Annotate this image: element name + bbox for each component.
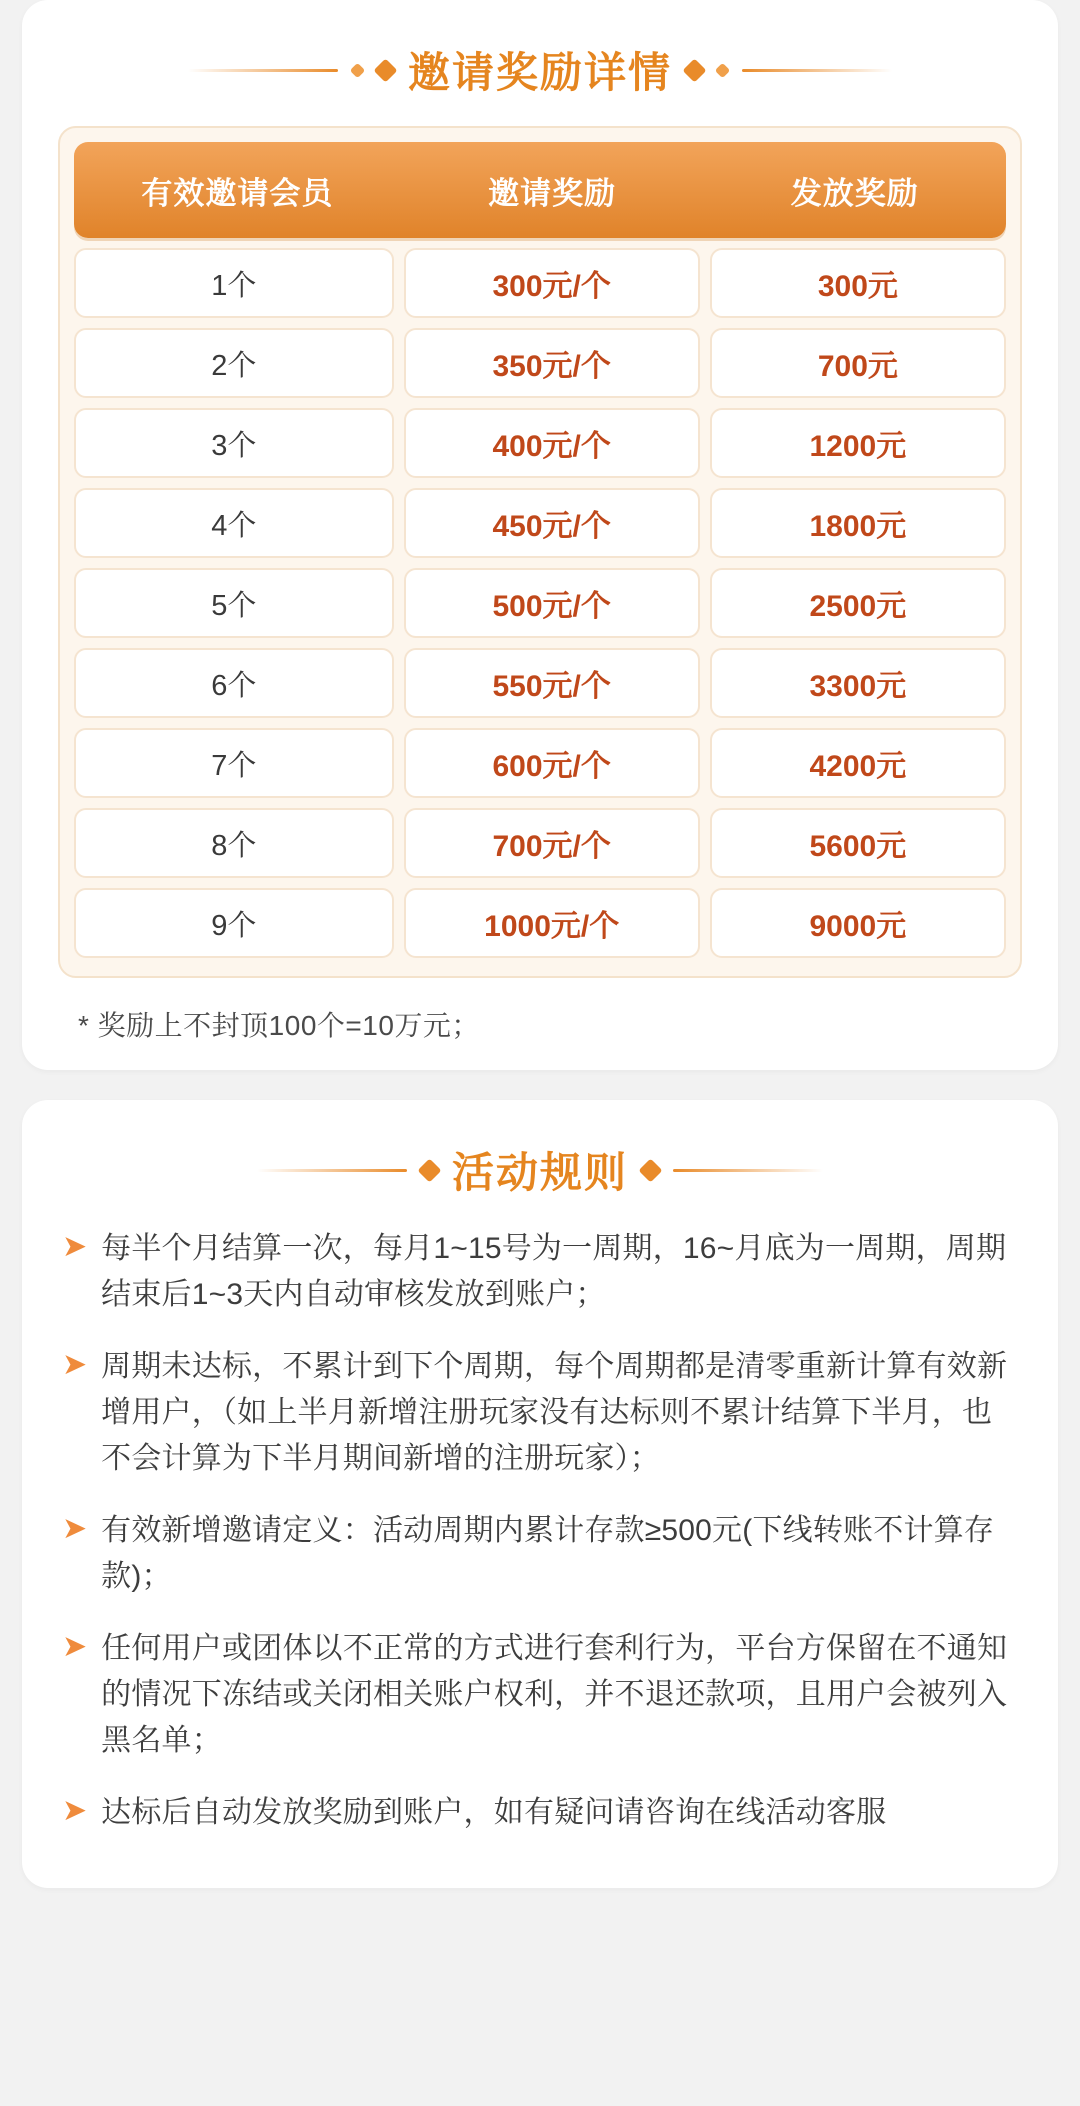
table-cell-reward-total: 4200元 [710, 728, 1006, 798]
arrow-bullet-icon: ➤ [62, 1630, 88, 1663]
table-cell-reward-each: 600元/个 [404, 728, 700, 798]
activity-rules-card [22, 1100, 1058, 1888]
table-cell-reward-total: 700元 [710, 328, 1006, 398]
title-rule-left [257, 1168, 407, 1172]
rule-text: 达标后自动发放奖励到账户，如有疑问请咨询在线活动客服 [101, 1796, 887, 1829]
list-item [62, 1790, 1018, 1836]
table-cell-reward-each: 1000元/个 [404, 888, 700, 958]
table-row [74, 648, 1006, 718]
table-cell-reward-total: 2500元 [710, 568, 1006, 638]
table-cell-members: 7个 [74, 728, 394, 798]
table-cell-members: 8个 [74, 808, 394, 878]
table-cell-reward-each: 550元/个 [404, 648, 700, 718]
table-cell-reward-each: 350元/个 [404, 328, 700, 398]
rules-title: 活动规则 [451, 1149, 628, 1196]
table-header-cell: 有效邀请会员 [141, 175, 334, 211]
table-cell-reward-each: 400元/个 [404, 408, 700, 478]
table-cell-members: 4个 [74, 488, 394, 558]
table-cell-reward-each: 300元/个 [404, 248, 700, 318]
table-cell-reward-total: 9000元 [710, 888, 1006, 958]
title-rule-right [673, 1168, 823, 1172]
rules-section-title [22, 1100, 1058, 1226]
diamond-icon-outer-left [350, 62, 366, 78]
arrow-bullet-icon: ➤ [62, 1794, 88, 1827]
table-cell-members: 1个 [74, 248, 394, 318]
table-cell-members: 5个 [74, 568, 394, 638]
arrow-bullet-icon: ➤ [62, 1512, 88, 1545]
list-item [62, 1626, 1018, 1764]
title-rule-right [742, 68, 892, 72]
table-cell-reward-total: 3300元 [710, 648, 1006, 718]
table-row [74, 808, 1006, 878]
diamond-icon-right [638, 1158, 662, 1182]
table-row [74, 408, 1006, 478]
reward-table [58, 126, 1022, 978]
list-item [62, 1226, 1018, 1318]
rule-text: 有效新增邀请定义：活动周期内累计存款≥500元(下线转账不计算存款)； [101, 1514, 995, 1593]
reward-table-note: * 奖励上不封顶100个=10万元； [78, 1010, 480, 1041]
table-cell-reward-total: 300元 [710, 248, 1006, 318]
reward-detail-card [22, 0, 1058, 1070]
diamond-icon-right [682, 58, 706, 82]
table-row [74, 248, 1006, 318]
rules-list [22, 1226, 1058, 1836]
table-cell-reward-total: 1200元 [710, 408, 1006, 478]
table-cell-members: 3个 [74, 408, 394, 478]
table-cell-reward-total: 1800元 [710, 488, 1006, 558]
table-cell-members: 2个 [74, 328, 394, 398]
rule-text: 周期未达标，不累计到下个周期，每个周期都是清零重新计算有效新增用户，（如上半月新增注册玩家没有达标则不累计结算下半月，也不会计算为下半月期间新增的注册玩家）； [101, 1350, 1008, 1475]
list-item [62, 1344, 1018, 1482]
reward-section-title [22, 0, 1058, 126]
diamond-icon-left [373, 58, 397, 82]
rule-text: 每半个月结算一次，每月1~15号为一周期，16~月底为一周期，周期结束后1~3天内自动审核发放到账户； [101, 1232, 1007, 1311]
rule-text: 任何用户或团体以不正常的方式进行套利行为，平台方保留在不通知的情况下冻结或关闭相关账户权利，并不退还款项，且用户会被列入黑名单； [101, 1632, 1008, 1757]
list-item [62, 1508, 1018, 1600]
table-cell-reward-each: 500元/个 [404, 568, 700, 638]
table-header-cell: 邀请奖励 [488, 175, 617, 211]
table-row [74, 888, 1006, 958]
table-cell-reward-total: 5600元 [710, 808, 1006, 878]
table-row [74, 568, 1006, 638]
table-header-row [74, 142, 1006, 238]
table-header-cell: 发放奖励 [790, 175, 919, 211]
diamond-icon-left [417, 1158, 441, 1182]
table-cell-members: 9个 [74, 888, 394, 958]
arrow-bullet-icon: ➤ [62, 1348, 88, 1381]
table-cell-members: 6个 [74, 648, 394, 718]
diamond-icon-outer-right [715, 62, 731, 78]
title-rule-left [188, 68, 338, 72]
table-cell-reward-each: 700元/个 [404, 808, 700, 878]
table-cell-reward-each: 450元/个 [404, 488, 700, 558]
table-row [74, 488, 1006, 558]
arrow-bullet-icon: ➤ [62, 1230, 88, 1263]
page-title: 邀请奖励详情 [407, 49, 672, 96]
table-row [74, 728, 1006, 798]
table-row [74, 328, 1006, 398]
